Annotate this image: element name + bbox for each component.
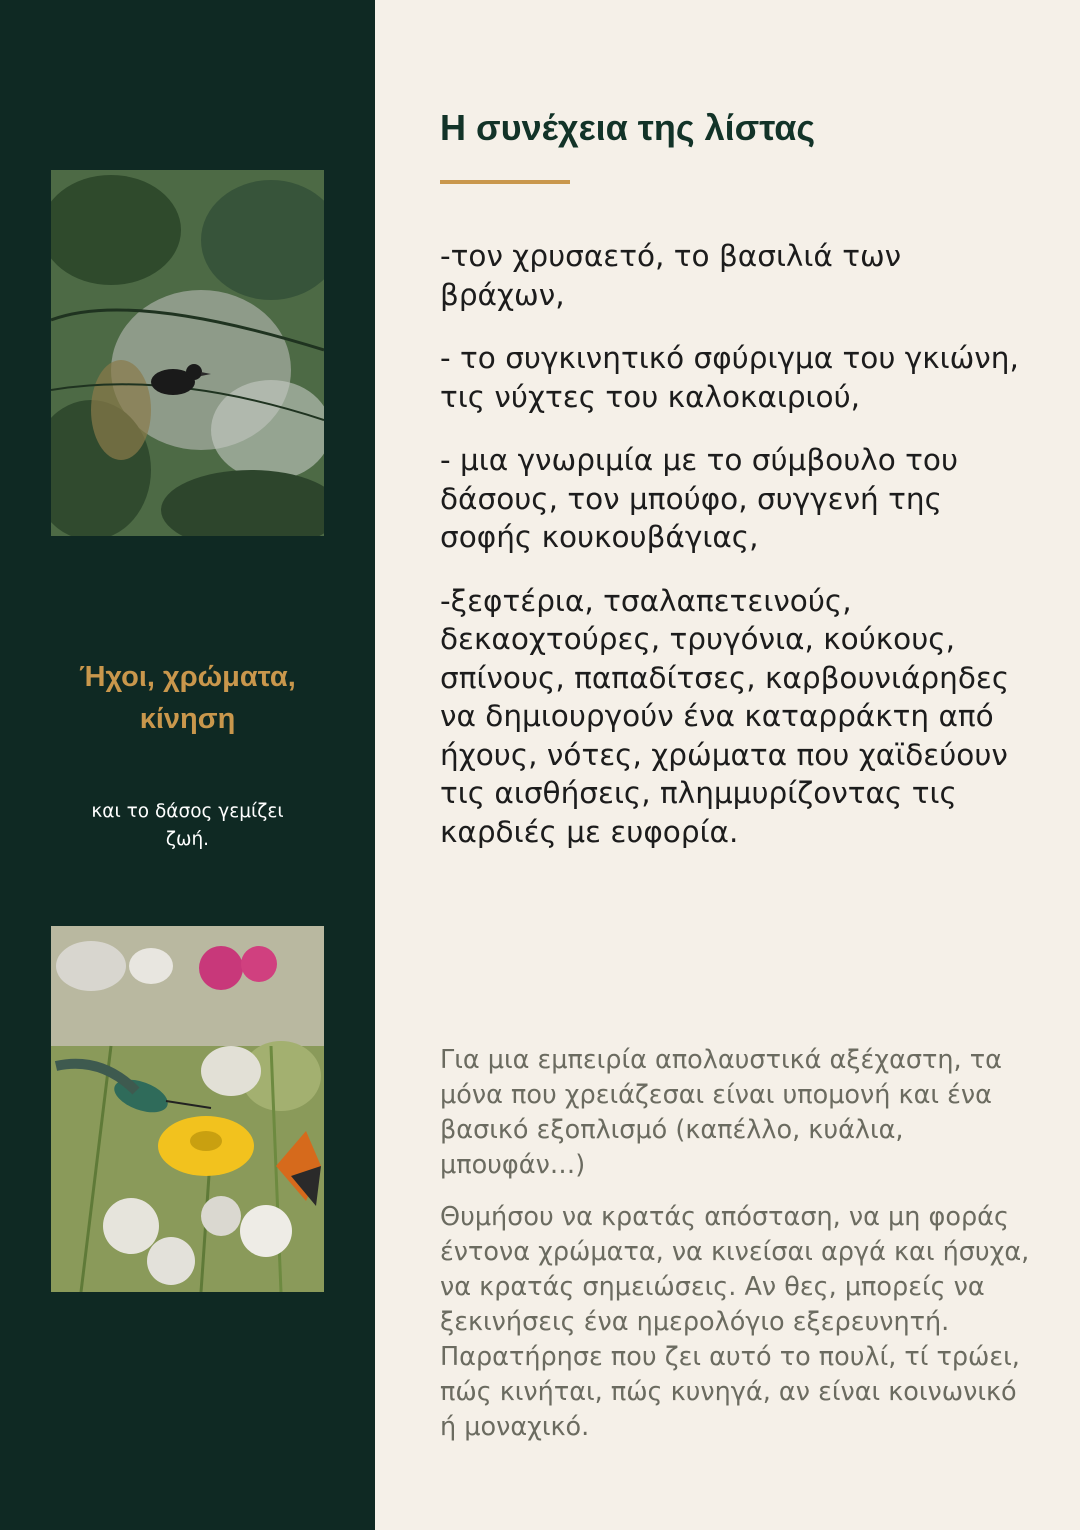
list-item: -τον χρυσαετό, το βασιλιά των βράχων, <box>440 239 902 312</box>
list-item: -ξεφτέρια, τσαλαπετεινούς, δεκαοχτούρες, τρυγόνια, κούκους, σπίνους, παπαδίτσες, καρβουνιάρηδες να δημιουργούν ένα καταρράκτη από ήχους, νότες, χρώματα που χαϊδεύουν τις αισθήσεις, πλημμυρίζοντας τις καρδιές με ευφορία. <box>440 583 1010 849</box>
list-item: - το συγκινητικό σφύριγμα του γκιώνη, τις νύχτες του καλοκαιριού, <box>440 341 1019 414</box>
list-item: - μια γνωριμία με το σύμβουλο του δάσους, τον μπούφο, συγγενή της σοφής κουκουβάγιας, <box>440 443 959 554</box>
title-underline <box>440 180 570 184</box>
hummingbird-flowers-photo <box>51 926 324 1292</box>
tip-paragraph-behavior: Θυμήσου να κρατάς απόσταση, να μη φοράς έντονα χρώματα, να κινείσαι αργά και ήσυχα, να κρατάς σημειώσεις. Αν θες, μπορείς να ξεκινήσεις ένα ημερολόγιο εξερευνητή. Παρατήρησε που ζει αυτό το πουλί, τί τρώει, πώς κινήται, πώς κυνηγά, αν είναι κοινωνικό ή μοναχικό. <box>440 1202 1030 1442</box>
tips-section <box>440 1043 1040 1462</box>
bird-list <box>440 237 1030 876</box>
page-title: Η συνέχεια της λίστας <box>440 107 816 148</box>
sidebar-caption: και το δάσος γεμίζει ζωή. <box>91 801 284 850</box>
tip-paragraph-equipment: Για μια εμπειρία απολαυστικά αξέχαστη, τα μόνα που χρειάζεσαι είναι υπομονή και ένα βασικό εξοπλισμό (καπέλλο, κυάλια, μπουφάν…) <box>440 1045 1002 1180</box>
sidebar <box>0 0 375 1530</box>
sidebar-heading: Ήχοι, χρώματα, κίνηση <box>79 661 296 735</box>
bird-in-tree-photo <box>51 170 324 536</box>
